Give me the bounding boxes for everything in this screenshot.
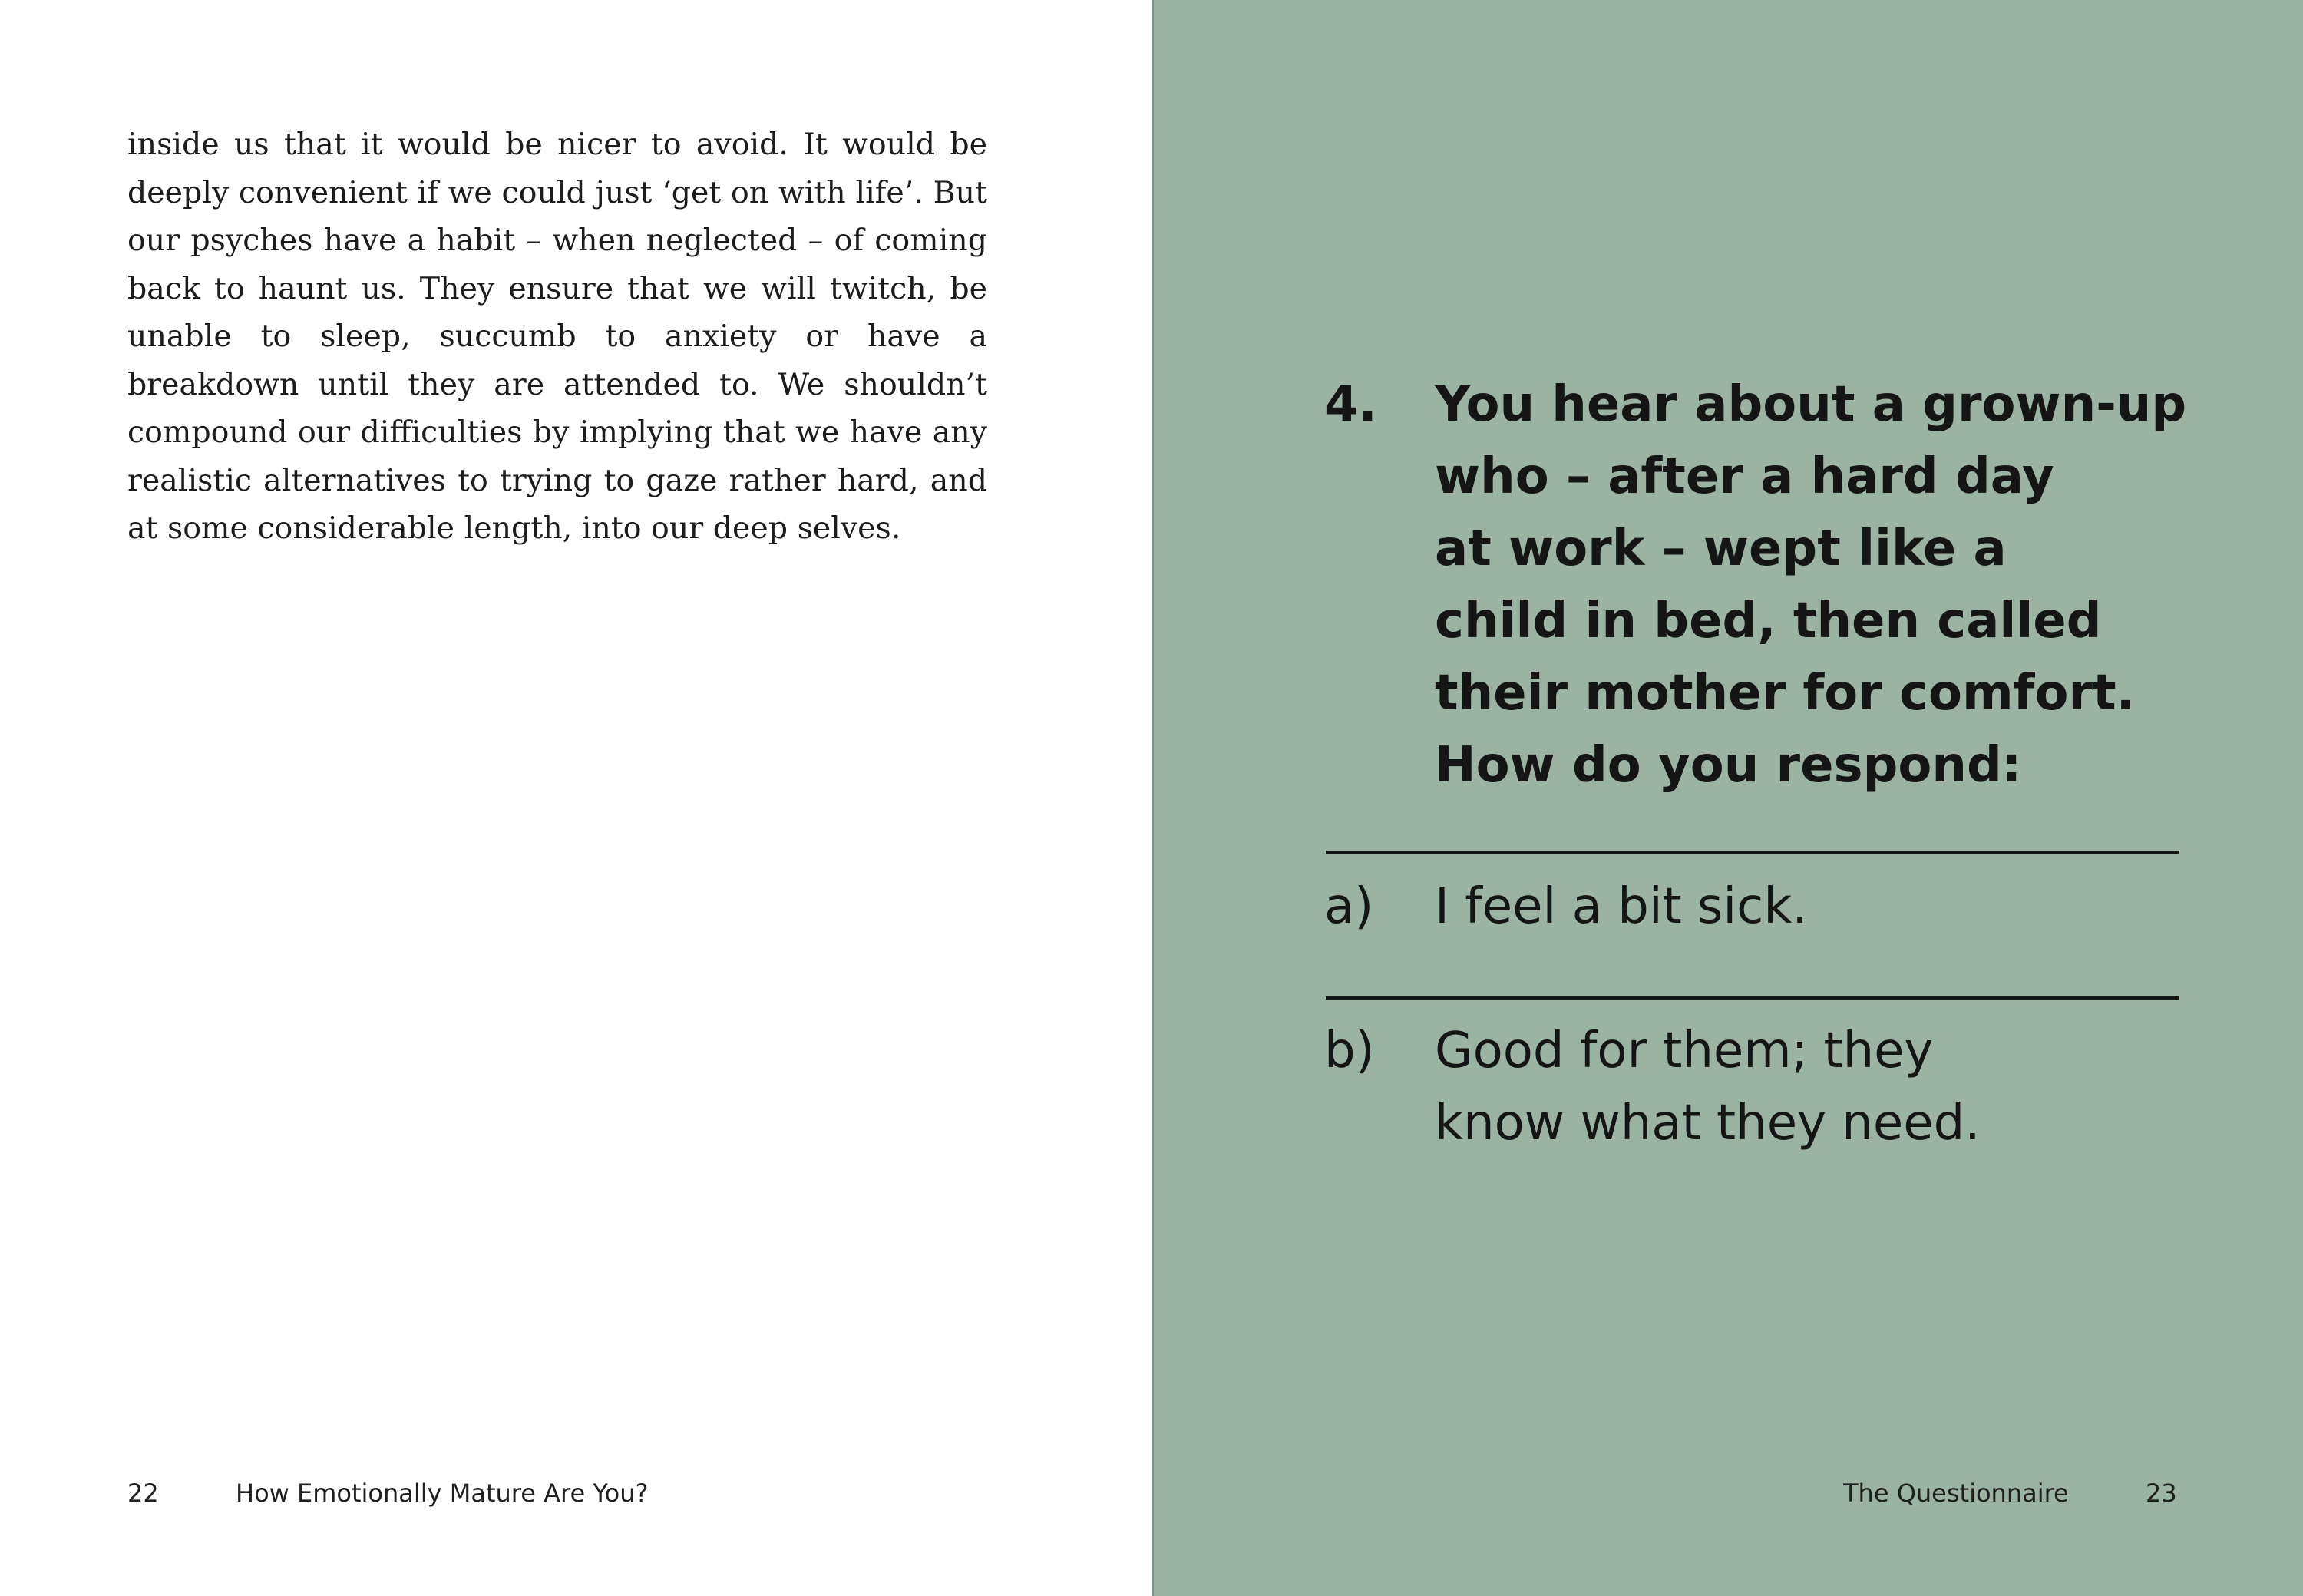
divider-rule xyxy=(1326,851,2179,854)
question-line: child in bed, then called xyxy=(1435,593,2102,649)
running-title-right: The Questionnaire xyxy=(1843,1479,2069,1508)
divider-rule xyxy=(1326,996,2179,1000)
answer-b-letter: b) xyxy=(1324,1023,1375,1079)
running-title-left: How Emotionally Mature Are You? xyxy=(236,1479,649,1508)
page-number-left: 22 xyxy=(127,1479,159,1508)
question-line: their mother for comfort. xyxy=(1435,665,2135,722)
question-text xyxy=(1435,368,2187,801)
question-number: 4. xyxy=(1324,376,1377,433)
answer-a-letter: a) xyxy=(1324,878,1374,935)
page-number-right: 23 xyxy=(2146,1479,2177,1508)
left-page xyxy=(0,0,1151,1596)
answer-line: Good for them; they xyxy=(1435,1023,1934,1079)
answer-line: I feel a bit sick. xyxy=(1435,878,1808,935)
question-line: How do you respond: xyxy=(1435,737,2022,794)
question-line: at work – wept like a xyxy=(1435,520,2007,577)
right-page xyxy=(1152,0,2303,1596)
answer-b-text xyxy=(1435,1015,2126,1159)
answer-line: know what they need. xyxy=(1435,1095,1981,1152)
question-line: who – after a hard day xyxy=(1435,448,2054,505)
question-line: You hear about a grown-up xyxy=(1435,376,2187,433)
answer-a-text xyxy=(1435,871,2126,943)
body-paragraph: inside us that it would be nicer to avoid. It would be deeply convenient if we could just ‘get on with life’. But our psyches have a habit – when neglected – of coming back to haunt us. They ensure that we will twitch, be unable to sleep, succumb to anxiety or have a breakdown until they are attended to. We shouldn’t compound our difficulties by implying that we have any realistic alternatives to trying to gaze rather hard, and at some considerable length, into our deep selves. xyxy=(127,127,987,546)
